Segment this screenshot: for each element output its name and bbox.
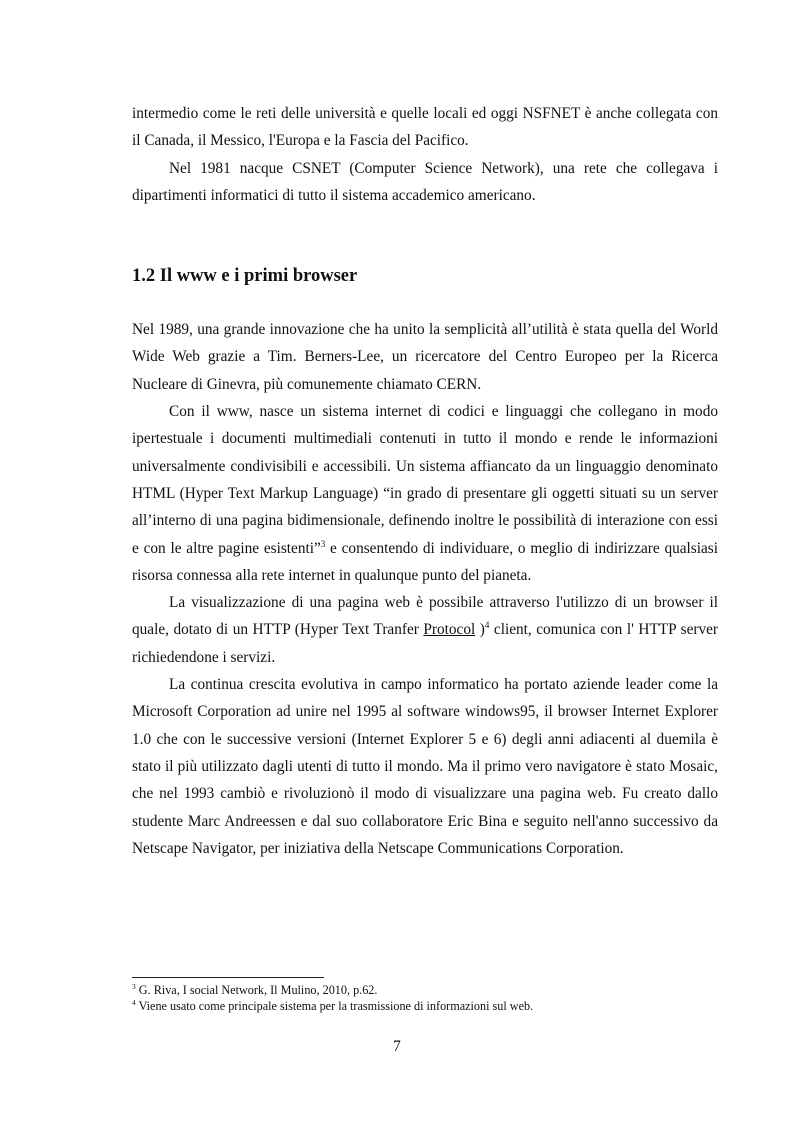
footnote-number: 4 [132,997,136,1007]
paragraph-www: Nel 1989, una grande innovazione che ha unito la semplicità all’utilità è stata quella del World Wide Web grazie a Tim. Berners-Lee, un ricercatore del Centro Europeo per la Ricerca Nucleare di Ginevra, più comunemente chiamato CERN. [132,321,718,393]
footnote-text: G. Riva, I social Network, Il Mulino, 2010, p.62. [135,983,378,997]
footnote-3 [132,983,718,999]
footnote-text: Viene usato come principale sistema per la trasmissione di informazioni sul web. [135,998,534,1013]
paragraph-browser-text-c: client, comunica con l' HTTP server richiedendone i servizi. [132,621,718,666]
section-heading: 1.2 Il www e i primi browser [132,266,358,287]
page-number: 7 [393,1038,401,1055]
footnote-ref-4[interactable]: 4 [484,620,490,631]
footnote-number: 3 [132,981,136,991]
footnote-divider [132,977,324,978]
paragraph-browser-text-a: La visualizzazione di una pagina web è possibile attraverso l'utilizzo di un browser il quale, dotato di un HTTP (Hyper Text Tranfer [132,594,718,639]
paragraph-csnet: Nel 1981 nacque CSNET (Computer Science Network), una rete che collegava i dipartimenti informatici di tutto il sistema accademico americano. [132,159,718,204]
paragraph-nsfnet: intermedio come le reti delle università e quelle locali ed oggi NSFNET è anche collegata con il Canada, il Messico, l'Europa e la Fascia del Pacifico. [132,105,718,150]
footnote-ref-3[interactable]: 3 [320,538,326,549]
paragraph-html-text-a: Con il www, nasce un sistema internet di codici e linguaggi che collegano in modo ipertestuale i documenti multimediali contenuti in tutto il mondo e rende le informazioni universalmente condivisibili e accessibili. Un sistema affiancato da un linguaggio denominato HTML (Hyper Text Markup Language) “in grado di presentare gli oggetti situati su un server all’interno di una pagina bidimensionale, definendo inoltre le possibilità di interazione con essi e con le altre pagine esistenti” [132,403,718,557]
protocol-link[interactable]: Protocol [423,621,476,639]
paragraph-html [132,398,718,589]
paragraph-history: La continua crescita evolutiva in campo informatico ha portato aziende leader come la Microsoft Corporation ad unire nel 1995 al software windows95, il browser Internet Explorer 1.0 che con le successive versioni (Internet Explorer 5 e 6) degli anni adiacenti al duemila è stato il più utilizzato dagli utenti di tutto il mondo. Ma il primo vero navigatore è stato Mosaic, che nel 1993 cambiò e rivoluzionò il modo di visualizzare una pagina web. Fu creato dallo studente Marc Andreessen e dal suo collaboratore Eric Bina e seguito nell'anno successivo da Netscape Navigator, per iniziativa della Netscape Communications Corporation. [132,676,718,857]
paragraph-browser [132,589,718,671]
paragraph-browser-text-b: ) [475,621,485,639]
footnotes [132,983,718,1014]
paragraph-html-text-b: e consentendo di individuare, o meglio di indirizzare qualsiasi risorsa connessa alla rete internet in qualunque punto del pianeta. [132,539,719,584]
footnote-4 [132,999,718,1015]
page-body [132,100,718,862]
